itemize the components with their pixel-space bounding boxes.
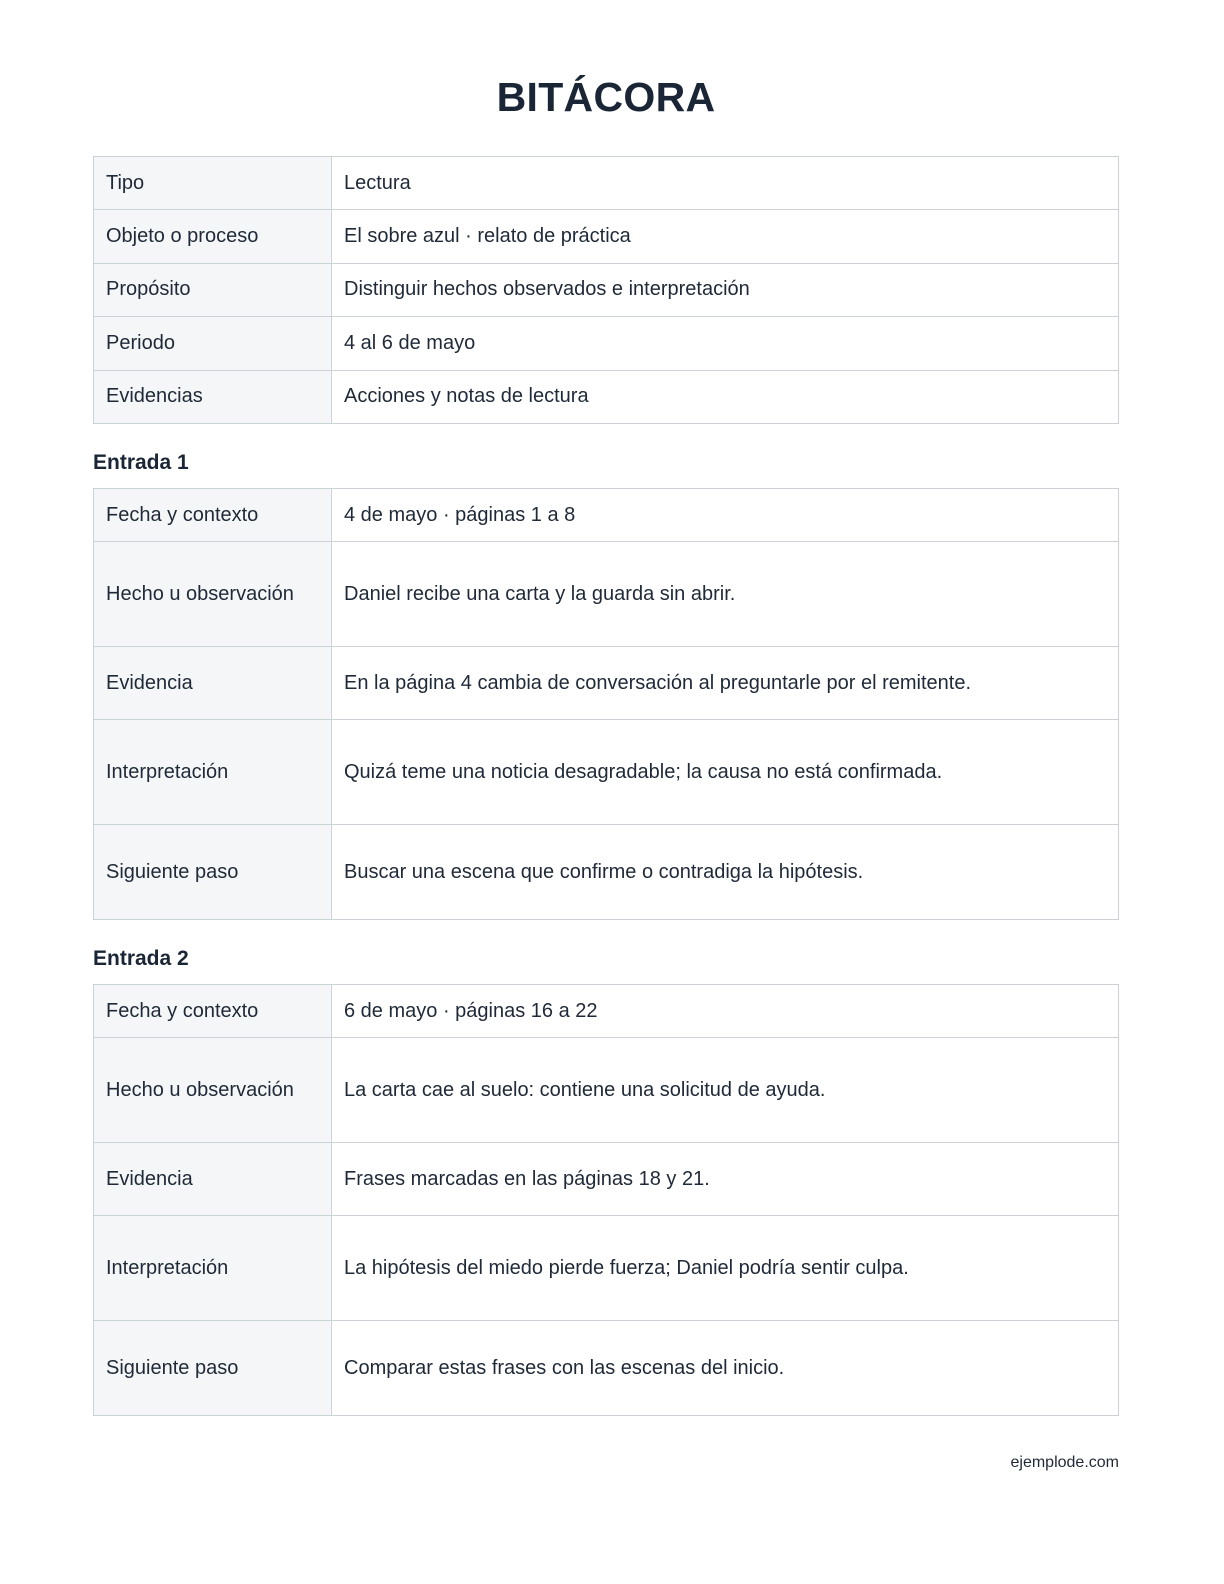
row-label: Evidencia	[94, 1143, 332, 1216]
row-value: Comparar estas frases con las escenas del inicio.	[332, 1321, 1119, 1416]
row-label: Fecha y contexto	[94, 489, 332, 542]
row-value: En la página 4 cambia de conversación al preguntarle por el remitente.	[332, 647, 1119, 720]
row-value: 4 al 6 de mayo	[332, 317, 1119, 370]
row-label: Objeto o proceso	[94, 210, 332, 263]
table-row	[94, 985, 1119, 1038]
row-value: Buscar una escena que confirme o contradiga la hipótesis.	[332, 825, 1119, 920]
table-row	[94, 210, 1119, 263]
row-value: 4 de mayo · páginas 1 a 8	[332, 489, 1119, 542]
page-title: BITÁCORA	[496, 74, 716, 120]
row-value: Lectura	[332, 157, 1119, 210]
entry-table	[93, 984, 1119, 1416]
footer-source: ejemplode.com	[1010, 1454, 1119, 1471]
row-label: Propósito	[94, 263, 332, 316]
row-label: Evidencias	[94, 370, 332, 423]
summary-table	[93, 156, 1119, 424]
row-value: Acciones y notas de lectura	[332, 370, 1119, 423]
row-value: Distinguir hechos observados e interpretación	[332, 263, 1119, 316]
table-row	[94, 370, 1119, 423]
table-row	[94, 720, 1119, 825]
row-label: Fecha y contexto	[94, 985, 332, 1038]
table-row	[94, 825, 1119, 920]
row-value: La hipótesis del miedo pierde fuerza; Daniel podría sentir culpa.	[332, 1216, 1119, 1321]
row-label: Hecho u observación	[94, 542, 332, 647]
table-row	[94, 489, 1119, 542]
table-row	[94, 157, 1119, 210]
entry-heading: Entrada 1	[93, 451, 189, 474]
row-value: Quizá teme una noticia desagradable; la causa no está confirmada.	[332, 720, 1119, 825]
row-label: Evidencia	[94, 647, 332, 720]
entry-table	[93, 488, 1119, 920]
row-value: La carta cae al suelo: contiene una solicitud de ayuda.	[332, 1038, 1119, 1143]
row-label: Tipo	[94, 157, 332, 210]
table-row	[94, 542, 1119, 647]
row-value: 6 de mayo · páginas 16 a 22	[332, 985, 1119, 1038]
entry-heading: Entrada 2	[93, 947, 189, 970]
table-row	[94, 1321, 1119, 1416]
row-label: Hecho u observación	[94, 1038, 332, 1143]
table-row	[94, 263, 1119, 316]
row-label: Siguiente paso	[94, 1321, 332, 1416]
row-value: Frases marcadas en las páginas 18 y 21.	[332, 1143, 1119, 1216]
row-label: Interpretación	[94, 720, 332, 825]
row-label: Interpretación	[94, 1216, 332, 1321]
row-label: Periodo	[94, 317, 332, 370]
table-row	[94, 317, 1119, 370]
row-value: Daniel recibe una carta y la guarda sin abrir.	[332, 542, 1119, 647]
table-row	[94, 1143, 1119, 1216]
table-row	[94, 1216, 1119, 1321]
row-value: El sobre azul · relato de práctica	[332, 210, 1119, 263]
table-row	[94, 647, 1119, 720]
row-label: Siguiente paso	[94, 825, 332, 920]
table-row	[94, 1038, 1119, 1143]
